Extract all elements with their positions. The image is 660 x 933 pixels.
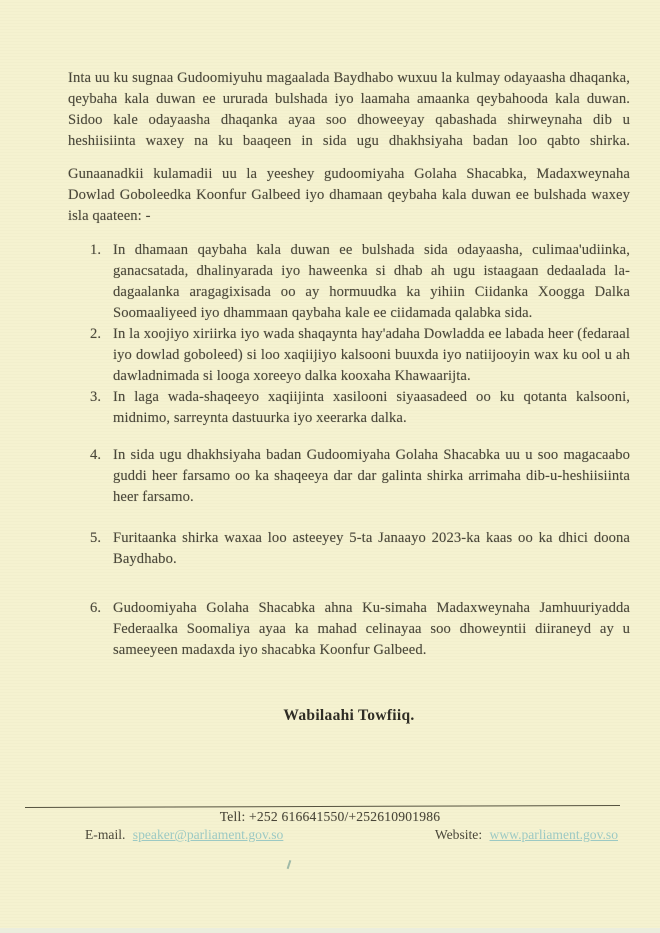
list-item-text: In dhamaan qaybaha kala duwan ee bulshada sida odayaasha, culimaa'udiinka, ganacsatada, dhalinyarada iyo haweenka si dhab ah ugu istaagaan dedaalada la-dagaalanka aragagixisada oo ay hormuudka ka yihiin Ciidanka Xoogga Dalka Soomaaliyeed iyo dhammaan qaybaha kale ee ciidamada qalabka sida. [113,242,630,321]
list-item [68,240,630,324]
scan-artifact-mark [287,860,291,869]
list-item [68,387,630,429]
email-label: E-mail. [85,827,126,842]
footer-divider [25,805,620,808]
list-item-text: In la xoojiyo xiriirka iyo wada shaqaynta hay'adaha Dowladda ee labada heer (fedaraal iyo dowlad goboleed) si loo xaqiijiyo kalsooni buuxda iyo natiijooyin wax ku ool u ah dawladnimada si looga xoreeyo dalka kooxaha Khawaarijta. [113,326,630,384]
footer-contacts [0,827,660,843]
website-link[interactable]: www.parliament.gov.so [489,827,618,842]
footer-website [435,827,618,843]
list-item-number: 3. [90,389,102,405]
footer-email [85,827,283,843]
list-item-text: In sida ugu dhakhsiyaha badan Gudoomiyaha Golaha Shacabka uu u soo magacaabo guddi heer farsamo oo ka shaqeeya dar dar galinta shirka arrimaha dib-u-heshiisiinta heer farsamo. [113,447,630,505]
list-item-number: 5. [90,530,102,546]
paragraph-agreement: Gunaanadkii kulamadii uu la yeeshey gudoomiyaha Golaha Shacabka, Madaxweynaha Dowlad Goboleedka Koonfur Galbeed iyo dhamaan qeybaha kala duwan ee bulshada waxey isla qaateen: - [68,166,630,224]
list-item-number: 2. [90,326,102,342]
website-label: Website: [434,827,483,842]
list-item [68,528,630,570]
list-item-text: Gudoomiyaha Golaha Shacabka ahna Ku-simaha Madaxweynaha Jamhuuriyadda Federaalka Soomaliya ayaa ka mahad celinayaa soo dhoweyntii diiraneyd ay u sameeyeen madaxda iyo shacabka Koonfur Galbeed. [113,600,630,658]
list-item-number: 6. [90,600,102,616]
email-link[interactable]: speaker@parliament.gov.so [132,827,284,842]
list-item-number: 1. [90,242,102,258]
list-item [68,324,630,387]
letter-body [68,68,630,725]
list-item [68,598,630,661]
paragraph-intro: Inta uu ku sugnaa Gudoomiyuhu magaalada Baydhabo wuxuu la kulmay odayaasha dhaqanka, qeybaha kala duwan ee ururada bulshada iyo laamaha amaanka qeybahooda kala duwan. Sidoo kale odayaasha dhaqanka ayaa soo dhoweeyay qabashada shirweynaha dib u heshiisiinta waxey na ku baaqeen in sida ugu dhakhsiyaha badan loo qabto shirka. [68,70,630,149]
list-item-text: Furitaanka shirka waxaa loo asteeyey 5-ta Janaayo 2023-ka kaas oo ka dhici doona Baydhabo. [113,530,630,567]
footer-telephone: Tell: +252 616641550/+252610901986 [219,809,441,824]
list-item-text: In laga wada-shaqeeyo xaqiijinta xasilooni siyaasadeed oo ku qotanta kalsooni, midnimo, sarreynta dastuurka iyo xeerarka dalka. [113,389,630,426]
list-item [68,445,630,508]
list-item-number: 4. [90,447,102,463]
page-footer [0,806,660,843]
closing-signature: Wabilaahi Towfiiq. [283,707,415,724]
